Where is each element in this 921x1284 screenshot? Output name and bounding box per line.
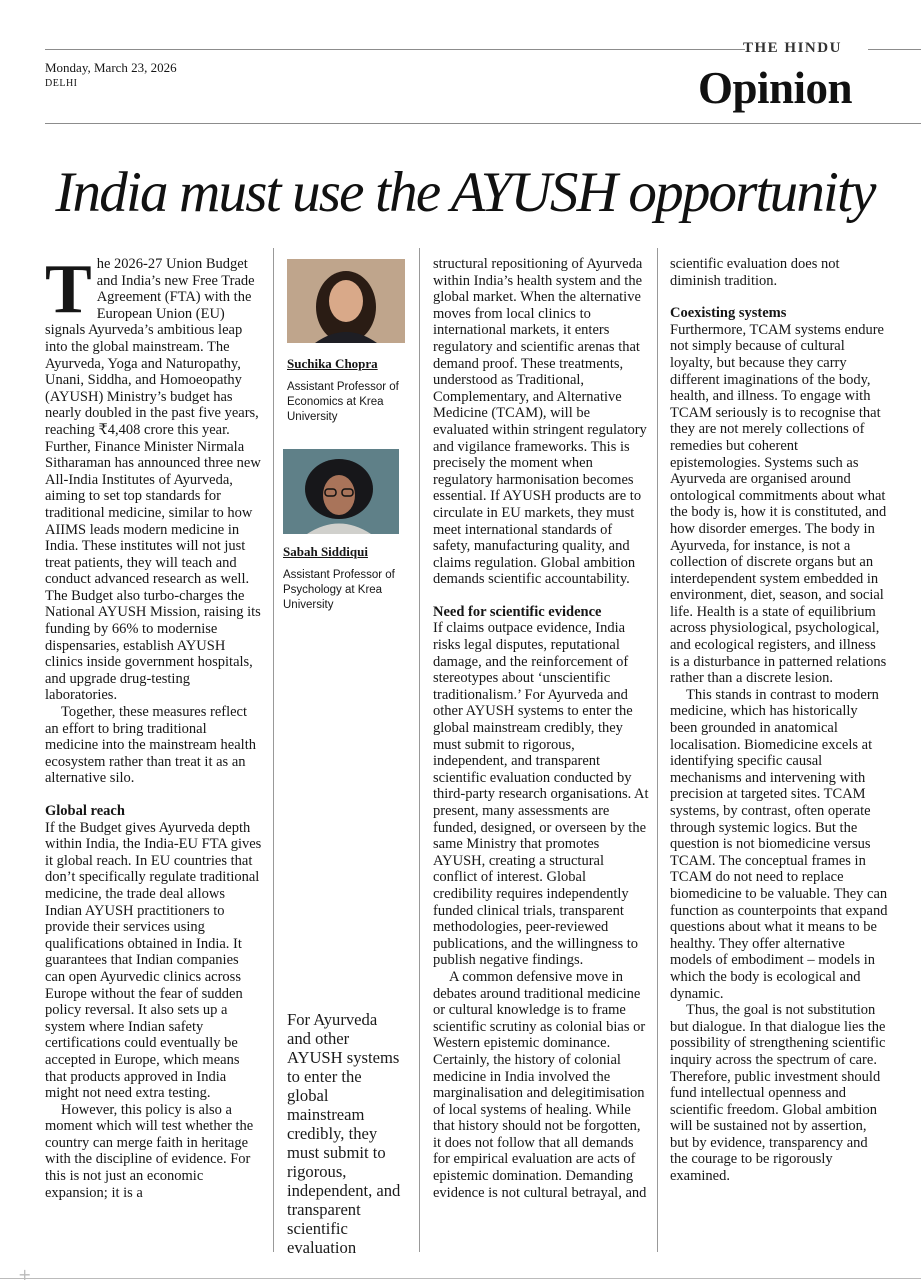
paragraph: structural repositioning of Ayurveda within India’s health system and the global market. When the alternative moves from local clinics to international markets, it enters regulatory and scientific arenas that demand proof. These treatments, understood as Traditional, Complementary, and Alternative Medicine (TCAM), will be evaluated within stringent regulatory and vigilance frameworks. This is precisely the moment when regulatory harmonisation becomes essential. If AYUSH products are to circulate in EU markets, they must meet international standards of safety, manufacturing quality, and claims regulation. Global ambition demands scientific accountability.	[433, 256, 647, 588]
author-photo-sabah-siddiqui	[283, 449, 399, 534]
masthead-bottom-rule	[45, 123, 921, 124]
subheading-scientific-evidence: Need for scientific evidence	[433, 603, 602, 620]
paragraph	[45, 251, 262, 704]
drop-cap: T	[45, 251, 92, 328]
column-divider	[657, 248, 658, 1252]
newspaper-name: THE HINDU	[743, 40, 842, 56]
portrait-icon	[287, 259, 405, 343]
masthead-top-rule-right	[868, 49, 921, 50]
paragraph: Together, these measures reflect an effort to bring traditional medicine into the mainstream health ecosystem rather than treat it as an alternative silo.	[45, 704, 256, 787]
paragraph-text: he 2026-27 Union Budget and India’s new Free Trade Agreement (FTA) with the European Union (EU) signals Ayurveda’s ambitious leap into the global mainstream. The Ayurveda, Yoga and Naturopathy, Unani, Siddha, and Homoeopathy (AYUSH) Ministry’s budget has nearly doubled in the past five years, reaching ₹4,408 crore this year. Further, Finance Minister Nirmala Sitharaman has announced three new All-India Institutes of Ayurveda, aiming to set top standards for traditional medicine, similar to how AIIMS leads modern medicine in India. These institutes will not just treat patients, they will teach and conduct advanced research as well. The Budget also turbo-charges the National AYUSH Mission, raising its funding by 66% to modernise dispensaries, establish AYUSH clinics inside government hospitals, and upgrade drug-testing laboratories.	[45, 256, 261, 704]
author-photo-suchika-chopra	[287, 259, 405, 343]
article-column-4	[670, 256, 888, 1185]
paragraph: If the Budget gives Ayurveda depth within India, the India-EU FTA gives it global reach. In EU countries that don’t specifically regulate traditional medicine, the trade deal allows Indian AYUSH practitioners to provide their services using qualifications obtained in India. It guarantees that Indian companies can open Ayurvedic clinics across Europe without the fear of sudden policy reversal. It also sets up a system where Indian safety certifications could eventually be accepted in Europe, which means that products approved in India might not need extra testing.	[45, 819, 262, 1102]
portrait-icon	[283, 449, 399, 534]
paragraph: This stands in contrast to modern medicine, which has historically been grounded in anatomical localisation. Biomedicine excels at identifying specific causal mechanisms and intervening with precision at targeted sites. TCAM systems, by contrast, often operate through systemic logics. But the question is not biomedicine versus TCAM. The conceptual frames in TCAM do not need to replace biomedicine to be valuable. They can function as counterpoints that expand questions about what it means to be healthy. They offer alternative models of embodiment – models in which the body is ecological and dynamic.	[670, 686, 888, 1002]
masthead-top-rule	[45, 49, 745, 50]
author-bio: Assistant Professor of Economics at Krea University	[287, 381, 399, 423]
paragraph: However, this policy is also a moment which will test whether the country can merge faith in heritage with the discipline of evidence. For this is not just an economic expansion; it is a	[45, 1101, 254, 1201]
author-card-2	[283, 544, 408, 613]
article-column-1	[45, 251, 262, 1201]
section-title: Opinion	[698, 63, 853, 113]
paragraph: If claims outpace evidence, India risks legal disputes, reputational damage, and the reinforcement of stereotypes about ‘unscientific traditionalism.’ For Ayurveda and other AYUSH systems to enter the global mainstream credibly, they must submit to rigorous, independent, and transparent scientific evaluation conducted by third-party research organisations. At present, many assessments are funded, designed, or overseen by the same Ministry that promotes AYUSH, creating a structural conflict of interest. Global credibility requires independently funded clinical trials, transparent methodologies, peer-reviewed publications, and the willingness to publish negative findings.	[433, 620, 649, 969]
column-divider	[273, 248, 274, 1252]
pull-quote: For Ayurveda and other AYUSH systems to enter the global mainstream credibly, they must submit to rigorous, independent, and transparent scientific evaluation	[287, 1010, 401, 1257]
page-bottom-rule	[0, 1278, 921, 1279]
author-bio: Assistant Professor of Psychology at Krea University	[283, 569, 395, 611]
paragraph: scientific evaluation does not diminish tradition.	[670, 256, 840, 289]
issue-date: Monday, March 23, 2026	[45, 60, 177, 75]
paragraph: A common defensive move in debates around traditional medicine or cultural knowledge is to frame scientific scrutiny as colonial bias or Western epistemic dominance. Certainly, the history of colonial medicine in India involved the marginalisation and delegitimisation of local systems of healing. While that history should not be forgotten, it does not follow that all demands for empirical evaluation are acts of epistemic domination. Demanding evidence is not cultural betrayal, and	[433, 968, 647, 1201]
edition-city: DELHI	[45, 78, 78, 89]
author-name: Sabah Siddiqui	[283, 544, 368, 559]
paragraph: Thus, the goal is not substitution but dialogue. In that dialogue lies the possibility of strengthening scientific inquiry across the spectrum of care. Therefore, public investment should fund intellectual openness and scientific freedom. Global ambition will be sustained not by assertion, but by evidence, transparency and the courage to be rigorously examined.	[670, 1002, 886, 1185]
column-divider	[419, 248, 420, 1252]
subheading-global-reach: Global reach	[45, 803, 125, 819]
article-column-3	[433, 256, 649, 1201]
author-card-1	[287, 356, 412, 425]
crop-mark-icon: +	[18, 1265, 32, 1284]
headline: India must use the AYUSH opportunity	[55, 161, 875, 224]
subheading-coexisting-systems: Coexisting systems	[670, 305, 787, 322]
paragraph: Furthermore, TCAM systems endure not simply because of cultural loyalty, but because they carry different imaginations of the body, health, and illness. To engage with TCAM seriously is to recognise that they are not merely collections of remedies but coherent epistemologies. Systems such as Ayurveda are organised around ontological commitments about what the body is, how it is constituted, and how disorder emerges. The body in Ayurveda, for instance, is not a collection of discrete organs but an interdependent system embedded in environment, diet, season, and social life. Health is a state of equilibrium across physiological, psychological, and ecological registers, and illness is a disturbance in patterned relations rather than a discrete lesion.	[670, 321, 887, 687]
author-name: Suchika Chopra	[287, 356, 378, 371]
